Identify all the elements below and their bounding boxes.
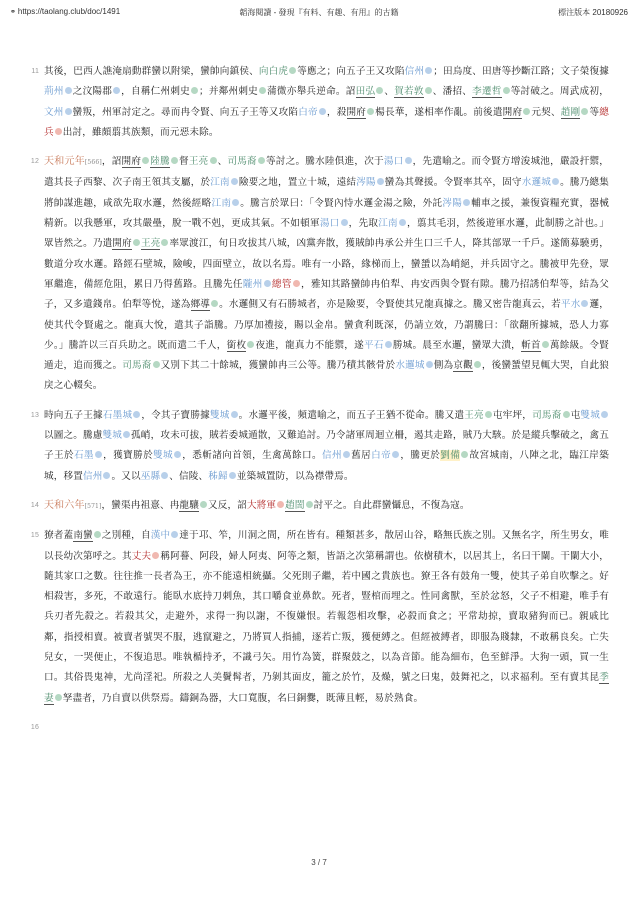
paragraph-12: 12 天和元年[566]，詔開府 陸騰 督王亮 、司馬裔 等討之。騰水陸俱進，次于湯口 ，先遣喻之。而令賢方增浚城池，嚴設扞禦，遣其長子西黎、次子南王領其支屬，於江南 險要之地，置立十城，遠結涔陽 蠻為其聲援。令賢率其卒，固守水邏城 。騰乃總集將帥謀進趣，咸欲先取水邏，然後經略江南 。騰言於眾曰：「令賢內恃水邏金湯之險，外託涔陽 輔車之援，兼復資糧充實，器械精新。以我懸軍，攻其嚴壘，脫一戰不剋，更成其氣。不如頓軍湯口 ，先取江南 ，翦其毛羽，然後遊軍水邏，此制勝之計也。」眾皆然之。乃遣開府 王亮 率眾渡江，旬日攻拔其八城，凶黨奔散，獲賊帥冉承公并生口三千人，降其部眾一千戶。遂簡募驍勇，數道分攻水邏。路經石壁城，險峻，四面壁立，故以名焉。唯有一小路，緣梯而上，蠻蜑以為峭絕，并兵固守之。騰被甲先登，眾軍繼進，備經危阻，累日乃得舊路。且騰先任隴州 總管 ，雅知其路蠻帥冉伯犁、冉安西與令賢有隙。騰乃招誘伯犁等，結為父子，又多遺錢帛。伯犁等悅，遂為鄉導 。水邏側又有石勝城者，亦是險要，令賢使其兄龍真據之。騰又密告龍真云，若平水 邏，使其代令賢處之。龍真大悅，遣其子詣騰。乃厚加禮接，賜以金帛。蠻貪利既深，仍請立效，乃謂騰曰：「欲翻所據城，恐人力寡少。」騰許以三百兵助之。既而遣二千人，銜枚 夜進，龍真力不能禦，遂平石 勝城。晨至水邏，蠻眾大潰，斬首 萬餘級。令賢遁走，追而獲之。司馬裔 又別下其二十餘城，獲蠻帥冉三公等。騰乃積其骸骨於水邏城 側為京觀 ，後蠻蜑望見輒大哭，自此狼戾之心輟矣。 (44, 152, 609, 397)
era-name: 天和六年 (44, 499, 85, 511)
paragraph-number: 11 (31, 68, 39, 75)
era-year: [571] (84, 502, 102, 510)
page-header (10, 7, 628, 19)
paragraph-11: 11 其後，巴西人譙淹扇動群蠻以附梁，蠻帥向鎮侯、向白虎 等應之；向五子王又攻陷信州 ；田烏度、田唐等抄斷江路；文子榮復據荊州 之汶陽郡 ，自稱仁州刺史 ；并鄰州刺史 蒲微亦舉兵逆命。詔田弘 、賀若敦 、潘招、李遷哲 等討破之。周武成初，文州 蠻叛，州軍討定之。尋而冉令賢、向五子王等又攻陷白帝 ，殺開府 楊長華，遂相率作亂。前後遣開府 元契、趙剛 等總兵 出討，雖頗翦其族類，而元惡未除。 (44, 62, 609, 143)
paragraph-number: 14 (30, 501, 39, 509)
link-icon: ⚭ (10, 9, 15, 16)
paragraph-number: 12 (30, 158, 39, 166)
paragraph-16 (30, 718, 609, 736)
paragraph-number: 16 (30, 723, 39, 731)
page-indicator: 3 / 7 (311, 858, 327, 867)
paragraph-number: 13 (30, 411, 39, 419)
era-year: [566] (84, 159, 102, 167)
page-url-text: https://taolang.club/doc/1491 (17, 7, 121, 16)
paragraph-number: 15 (30, 532, 39, 540)
document-body (30, 62, 610, 745)
paragraph-14: 14 天和六年[571]，蠻渠冉祖憙、冉龍驤 又反，詔大將軍 趙誾 討平之。自此群蠻懾息，不復為寇。 (44, 496, 609, 517)
paragraph-13: 13 時向五子王據石墨城 ，令其子寶勝據雙城 。水邏平後，頻遣喻之，而五子王猶不從命。騰又遣王亮 屯牢坪，司馬裔 屯雙城以圖之。騰慮雙城 孤峭，攻未可拔，賊若委城遁散，又難追討。乃令諸軍周迴立柵，遏其走路，賊乃大駭。於是縱兵擊破之，禽五子王於石墨 ，獲寶勝於雙城 ，悉斬諸向首領，生禽萬餘口。信州 舊居白帝 ，騰更於劉備 故宮城南，八陣之北，臨江岸築城，移置信州 。又以巫縣 、信陵、秭歸 並築城置防，以為襟帶焉。 (44, 406, 609, 487)
paragraph-15: 15 獠者蓋南蠻 之別種，自漢中 達于邛、笮，川洞之間，所在皆有。種類甚多，散居山谷，略無氏族之別。又無名字，所生男女，唯以長幼次第呼之。其丈夫 稱阿謩、阿段，婦人阿夷、阿等之類，皆語之次第稱謂也。依樹積木，以居其上，名曰干闌。干闌大小，隨其家口之數。往往推一長者為王，亦不能遠相統攝。父死則子繼，若中國之貴族也。獠王各有鼓角一雙，使其子弟自吹擊之。好相殺害，多死，不敢遠行。能臥水底持刀刺魚，其口嚼食並鼻飲。死者，豎棺而埋之。性同禽獸，至於忿怒，父子不相避，唯手有兵刃者先殺之。若殺其父，走避外，求得一狗以謝，不復嫌恨。若報怨相攻擊，必殺而食之；平常劫掠，賣取豬狗而已。親戚比鄰，指授相賣。被賣者號哭不服，逃竄避之，乃將買人指捕，逐若亡叛，獲便縛之。但經被縛者，即服為賤隸，不敢稱良矣。亡失兒女，一哭便止，不復追思。唯執楯持矛，不識弓矢。用竹為簧，群聚鼓之，以為音節。能為細布，色至鮮淨。大狗一頭，買一生口。其俗畏鬼神，尤尚淫祀。所殺之人美鬢髯者，乃剝其面皮，籠之於竹，及燥，號之曰鬼，鼓舞祀之，以求福利。至有賣其昆季妻 孥盡者，乃自賣以供祭焉。鑄銅為器，大口寬腹，名曰銅爨，既薄且輕，易於熟食。 (44, 526, 609, 709)
era-name: 天和元年 (44, 156, 85, 168)
page-title: 韜海閱讀 - 發現『有料、有趣、有用』的古籍 (239, 8, 399, 17)
version-label: 標注版本 20180926 (558, 8, 628, 17)
